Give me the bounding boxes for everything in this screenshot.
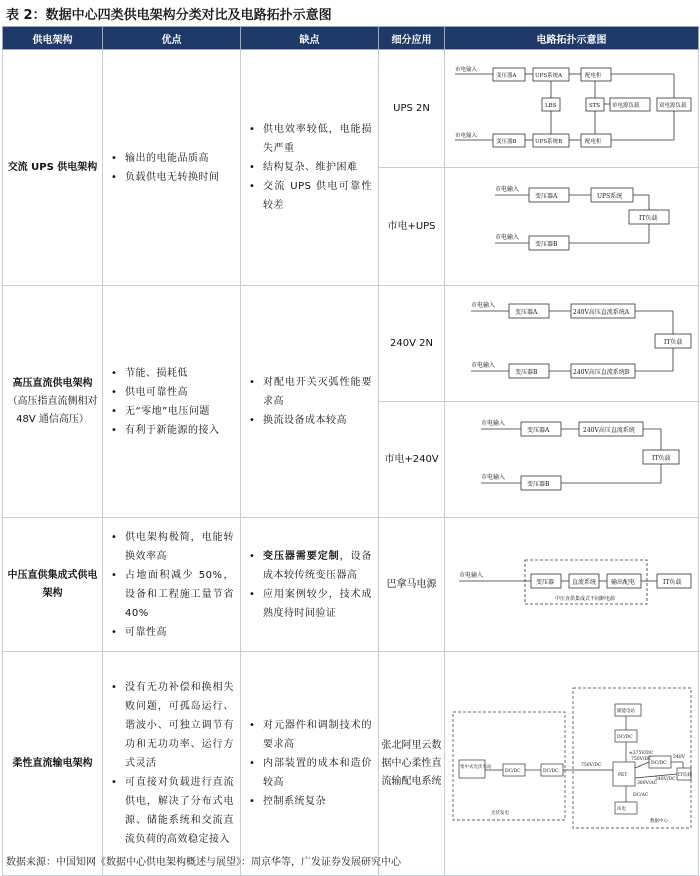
node-single-load: 单电源负载 [612, 103, 640, 109]
arch-sublabel: （高压指直流侧相对 48V 通信高压） [7, 395, 98, 425]
list-item-rest: ，设备成本较传统变压器高 [263, 550, 373, 581]
arch-label: 柔性直流输电架构 [12, 757, 93, 769]
pros-cell [103, 286, 241, 518]
list-item: • 交流 UPS 供电可靠性较差 [263, 177, 372, 215]
highlight-text: 变压器需要定制 [263, 550, 340, 562]
app-cell: 市电+240V [379, 402, 445, 518]
label-v2: ±375V/DC [629, 751, 654, 756]
node-it-load: IT负载 [678, 773, 692, 778]
label-mains-a: 市电输入 [495, 186, 520, 193]
arch-label: 交流 UPS 供电架构 [7, 161, 98, 173]
node-lbs: LBS [545, 103, 557, 109]
label-right-zone: 数据中心 [650, 819, 668, 824]
list-item: • 供电可靠性高 [125, 383, 234, 402]
hvdc-2n-diagram [445, 286, 699, 398]
node-panel-a: 配电柜 [585, 73, 602, 79]
table-title: 表 2：数据中心四类供电架构分类对比及电路拓扑示意图 [6, 8, 332, 23]
pros-cell [103, 518, 241, 652]
header-cons: 缺点 [241, 27, 379, 50]
node-dcdc-3: DC/DC [617, 735, 633, 740]
node-it-load: IT负载 [652, 455, 671, 462]
app-cell: 张北阿里云数据中心柔性直流输配电系统 [379, 652, 445, 876]
app-cell: 240V 2N [379, 286, 445, 402]
node-it-load: IT负载 [639, 215, 658, 222]
header-apps: 细分应用 [379, 27, 445, 50]
label-mains-b: 市电输入 [481, 474, 506, 481]
arch-label: 中压直供集成式供电架构 [7, 569, 98, 599]
label-v6: 240V [673, 755, 685, 760]
node-sts: STS [589, 103, 601, 109]
node-dc-b: 240V高压直流系统B [573, 369, 630, 376]
arch-cell [3, 50, 103, 286]
list-item: • 输出的电能品质高 [125, 149, 234, 168]
app-cell: 巴拿马电源 [379, 518, 445, 652]
node-dcac: DC/AC [633, 793, 649, 798]
node-ups: UPS系统 [597, 193, 623, 200]
list-item: • 无“零地”电压问题 [125, 402, 234, 421]
node-transformer-b: 变压器B [515, 369, 538, 376]
diagram-cell [445, 402, 699, 518]
label-v1: 750V/DC [581, 763, 602, 768]
cons-cell [241, 50, 379, 286]
node-dcdc-1: DC/DC [505, 769, 521, 774]
node-transformer: 变压器 [536, 579, 555, 586]
label-mains: 市电输入 [459, 572, 484, 579]
list-item: • 可直接对负载进行直流供电，解决了分布式电源、储能系统和交流直流负荷的高效稳定接入 [125, 773, 234, 849]
mains-240v-diagram [445, 402, 699, 514]
node-transformer-b: 变压器B [535, 241, 558, 248]
label-v3: 750V/DC [631, 757, 652, 762]
table-row [3, 652, 699, 876]
node-pet: PET [618, 773, 628, 778]
arch-label: 高压直流供电架构 [12, 377, 93, 389]
label-mains-a: 市电输入 [455, 67, 478, 73]
label-left-zone: 光伏发电 [491, 811, 509, 816]
node-it-load: IT负载 [664, 339, 683, 346]
mains-ups-diagram [445, 168, 699, 282]
list-item: • 对配电开关灭弧性能要求高 [263, 373, 372, 411]
node-transformer-a: 变压器A [527, 427, 550, 434]
arch-cell [3, 652, 103, 876]
list-item: • 负载供电无转换时间 [125, 168, 234, 187]
list-item: • 供电效率较低，电能损失严重 [263, 120, 372, 158]
list-item: • 占地面积减少 50%，设备和工程施工量节省 40% [125, 566, 234, 623]
cons-cell [241, 652, 379, 876]
node-dcdc-4: DC/DC [651, 761, 667, 766]
list-item: • 供电架构极简，电能转换效率高 [125, 528, 234, 566]
node-ups-b: UPS系统B [535, 139, 563, 145]
panama-diagram [445, 518, 699, 648]
list-item: • 对元器件和调制技术的要求高 [263, 716, 372, 754]
diagram-cell [445, 50, 699, 168]
node-panel: 输出配电 [611, 579, 636, 586]
node-it-load: IT负载 [663, 579, 682, 586]
app-cell: 市电+UPS [379, 168, 445, 286]
list-item: • 换流设备成本较高 [263, 411, 372, 430]
label-mains-a: 市电输入 [481, 420, 506, 427]
node-transformer-a: 变压器A [535, 193, 558, 200]
node-transformer-a: 变压器A [496, 73, 517, 79]
cons-cell [241, 518, 379, 652]
caption-panama: 中压直供集成式不间断电源 [555, 596, 616, 602]
table-row [3, 286, 699, 402]
label-mains-b: 市电输入 [471, 362, 496, 369]
list-item: • 应用案例较少，技术成熟度待时间验证 [263, 585, 372, 623]
diagram-cell [445, 518, 699, 652]
cons-cell [241, 286, 379, 518]
list-item: • 节能、损耗低 [125, 364, 234, 383]
list-item [263, 547, 372, 585]
arch-cell [3, 286, 103, 518]
list-item: • 结构复杂、维护困难 [263, 158, 372, 177]
node-dc-a: 240V高压直流系统A [573, 309, 630, 316]
label-mains-a: 市电输入 [471, 302, 496, 309]
label-mains-b: 市电输入 [455, 133, 478, 139]
pros-cell [103, 652, 241, 876]
header-pros: 优点 [103, 27, 241, 50]
header-diagram: 电路拓扑示意图 [445, 27, 699, 50]
diagram-cell [445, 168, 699, 286]
pros-cell [103, 50, 241, 286]
table-row [3, 50, 699, 168]
list-item: • 没有无功补偿和换相失败问题，可孤岛运行、谐波小、可独立调节有功和无功功率、运行方式灵活 [125, 678, 234, 773]
node-dc: 240V高压直流系统 [583, 427, 635, 434]
label-v4: 380V/AC [637, 781, 658, 786]
node-storage: 储能电站 [617, 709, 635, 714]
source-note: 数据来源：中国知网《数据中心供电架构概述与展望》：周京华等，广发证券发展研究中心 [6, 857, 401, 868]
node-transformer-a: 变压器A [515, 309, 538, 316]
node-transformer-b: 变压器B [527, 481, 550, 488]
app-cell: UPS 2N [379, 50, 445, 168]
node-transformer-b: 变压器B [496, 139, 517, 145]
node-grid: 集中式光伏电站 [460, 765, 492, 770]
comparison-table [2, 26, 699, 876]
arch-cell [3, 518, 103, 652]
node-ups-a: UPS系统A [535, 73, 563, 79]
header-arch: 供电架构 [3, 27, 103, 50]
ups-2n-diagram [445, 50, 699, 164]
table-row [3, 518, 699, 652]
list-item: • 可靠性高 [125, 623, 234, 642]
list-item: • 有利于新能源的接入 [125, 421, 234, 440]
flexible-dc-diagram [445, 652, 699, 872]
node-wind: 风电 [617, 807, 626, 812]
header-row [3, 27, 699, 50]
diagram-cell [445, 652, 699, 876]
list-item: • 控制系统复杂 [263, 792, 372, 811]
node-dc: 直流系统 [572, 579, 597, 586]
list-item: • 内部装置的成本和造价较高 [263, 754, 372, 792]
node-dcdc-2: DC/DC [543, 769, 559, 774]
node-panel-b: 配电柜 [585, 139, 602, 145]
diagram-cell [445, 286, 699, 402]
label-mains-b: 市电输入 [495, 234, 520, 241]
label-v5: 240V/DC [655, 777, 676, 782]
node-dual-load: 双电源负载 [659, 103, 687, 109]
